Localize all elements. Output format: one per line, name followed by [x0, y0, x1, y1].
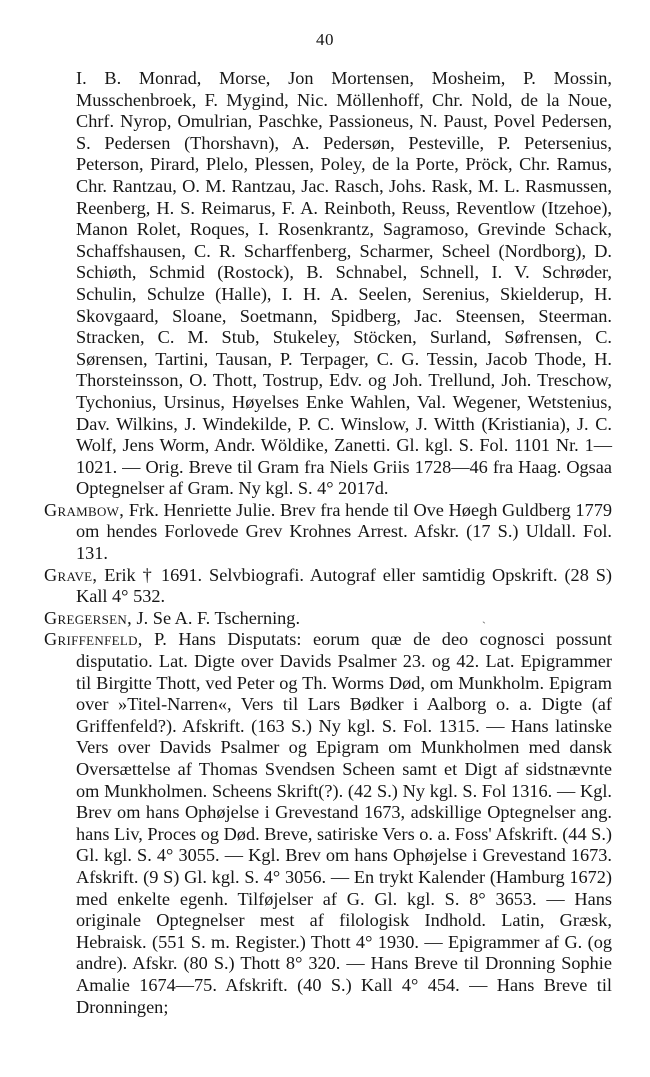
print-speck: ˎ [482, 610, 486, 624]
entry-text: Frk. Henriette Julie. Brev fra hende til Ove Høegh Guldberg 1779 om hendes Forlovede Grev Krohnes Arrest. Afskr. (17 S.) Uldall. Fol. 131. [76, 499, 612, 564]
entry-text: J. Se A. F. Tscherning. [136, 607, 301, 628]
entry-heading: Grambow, [44, 499, 125, 520]
entry-continuation [44, 68, 612, 500]
register-text [44, 68, 612, 1018]
entry-heading: Grave, [44, 564, 98, 585]
entry-griffenfeld [44, 629, 612, 1018]
entry-grave [44, 565, 612, 608]
entry-heading: Griffenfeld, [44, 629, 143, 650]
entry-heading: Gregersen, [44, 607, 132, 628]
entry-gregersen [44, 608, 612, 630]
entry-grambow [44, 500, 612, 565]
page-number: 40 [316, 30, 334, 49]
entry-text: Erik † 1691. Selvbiografi. Autograf eller samtidig Opskrift. (28 S) Kall 4° 532. [76, 564, 613, 607]
entry-text: I. B. Monrad, Morse, Jon Mortensen, Mosheim, P. Mossin, Musschenbroek, F. Mygind, Nic. Möllenhoff, Chr. Nold, de la Noue, Chrf. Nyrop, Omulrian, Paschke, Passioneus, N. Paust, Povel Pedersen, S. Pedersen (Thorshavn), A. Pedersøn, Pesteville, P. Petersenius, Peterson, Pirard, Plelo, Plessen, Poley, de la Porte, Pröck, Chr. Ramus, Chr. Rantzau, O. M. Rantzau, Jac. Rasch, Johs. Rask, M. L. Rasmussen, Reenberg, H. S. Reimarus, F. A. Reinboth, Reuss, Reventlow (Itzehoe), Manon Rolet, Roques, I. Rosenkrantz, Sagramoso, Grevinde Schack, Schaffshausen, C. R. Scharffenberg, Scharmer, Scheel (Nordborg), D. Schiøth, Schmid (Rostock), B. Schnabel, Schnell, I. V. Schrøder, Schulin, Schulze (Halle), I. H. A. Seelen, Serenius, Skielderup, H. Skovgaard, Sloane, Soetmann, Spidberg, Jac. Steensen, Steerman. Stracken, C. M. Stub, Stukeley, Stöcken, Surland, Søfrensen, C. Sørensen, Tartini, Tausan, P. Terpager, C. G. Tessin, Jacob Thode, H. Thorsteinsson, O. Thott, Tostrup, Edv. og Joh. Trellund, Joh. Treschow, Tychonius, Ursinus, Høyelses Enke Wahlen, Val. Wegener, Wetstenius, Dav. Wilkins, J. Windekilde, P. C. Winslow, J. Witth (Kristiania), J. C. Wolf, Jens Worm, Andr. Wöldike, Zanetti. Gl. kgl. S. Fol. 1101 Nr. 1—1021. — Orig. Breve til Gram fra Niels Griis 1728—46 fra Haag. Ogsaa Optegnelser af Gram. Ny kgl. S. 4° 2017d. [76, 68, 612, 499]
entry-text: P. Hans Disputats: eorum quæ de deo cognosci possunt disputatio. Lat. Digte over Davids Psalmer 23. og 42. Lat. Epigrammer til Birgitte Thott, ved Peter og Th. Worms Død, om Munkholm. Epigram over »Titel-Narren«, Vers til Lars Bødker i Aalborg o. a. Digte (af Griffenfeld?). Afskrift. (163 S.) Ny kgl. S. Fol. 1315. — Hans latinske Vers over Davids Psalmer og Epigram om Munkholmen med dansk Oversættelse af Thomas Svendsen Scheen samt et Digt af sidstnævnte om Munkholmen. Scheens Skrift(?). (42 S.) Ny kgl. S. Fol 1316. — Kgl. Brev om hans Ophøjelse i Grevestand 1673, adskillige Optegnelser ang. hans Liv, Proces og Død. Breve, satiriske Vers o. a. Foss' Afskrift. (44 S.) Gl. kgl. S. 4° 3055. — Kgl. Brev om hans Ophøjelse i Grevestand 1673. Afskrift. (9 S) Gl. kgl. S. 4° 3056. — En trykt Kalender (Hamburg 1672) med enkelte egenh. Tilføjelser af G. Gl. kgl. S. 8° 3653. — Hans originale Optegnelser mest af filologisk Indhold. Latin, Græsk, Hebraisk. (551 S. m. Register.) Thott 4° 1930. — Epigrammer af G. (og andre). Afskr. (80 S.) Thott 8° 320. — Hans Breve til Dronning Sophie Amalie 1674—75. Afskrift. (40 S.) Kall 4° 454. — Hans Breve til Dronningen; [76, 629, 612, 1017]
